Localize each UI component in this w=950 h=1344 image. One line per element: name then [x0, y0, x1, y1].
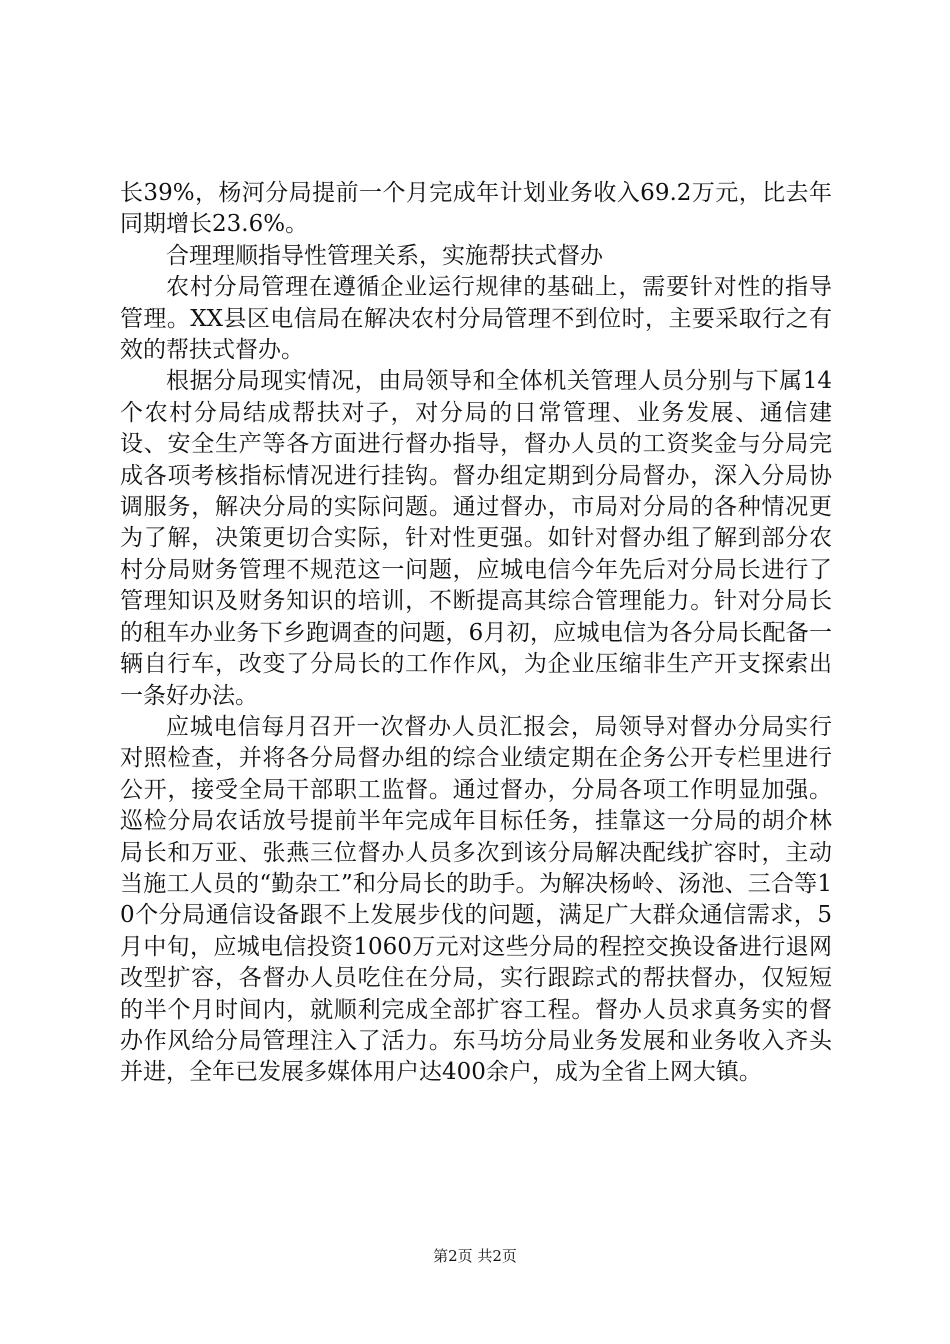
paragraph-assistance-pairs: 根据分局现实情况，由局领导和全体机关管理人员分别与下属14个农村分局结成帮扶对子，对分局的日常管理、业务发展、通信建设、安全生产等各方面进行督办指导，督办人员的工资奖金与分局完成各项考核指标情况进行挂钩。督办组定期到分局督办，深入分局协调服务，解决分局的实际问题。通过督办，市局对分局的各种情况更为了解，决策更切合实际，针对性更强。如针对督办组了解到部分农村分局财务管理不规范这一问题，应城电信今年先后对分局长进行了管理知识及财务知识的培训，不断提高其综合管理能力。针对分局长的租车办业务下乡跑调查的问题，6月初，应城电信为各分局长配备一辆自行车，改变了分局长的工作作风，为企业压缩非生产开支探索出一条好办法。: [120, 368, 832, 709]
paragraph-monthly-meeting: 应城电信每月召开一次督办人员汇报会，局领导对督办分局实行对照检查，并将各分局督办组的综合业绩定期在企务公开专栏里进行公开，接受全局干部职工监督。通过督办，分局各项工作明显加强。巡检分局农话放号提前半年完成年目标任务，挂靠这一分局的胡介林局长和万亚、张燕三位督办人员多次到该分局解决配线扩容时，主动当施工人员的“勤杂工”和分局长的助手。为解决杨岭、汤池、三合等10个分局通信设备跟不上发展步伐的问题，满足广大群众通信需求，5月中旬，应城电信投资1060万元对这些分局的程控交换设备进行退网改型扩容，各督办人员吃住在分局，实行跟踪式的帮扶督办，仅短短的半个月时间内，就顺利完成全部扩容工程。督办人员求真务实的督办作风给分局管理注入了活力。东马坊分局业务发展和业务收入齐头并进，全年已发展多媒体用户达400余户，成为全省上网大镇。: [120, 713, 832, 1086]
page-footer: 第2页 共2页: [433, 1247, 517, 1265]
paragraph-intro: 农村分局管理在遵循企业运行规律的基础上，需要针对性的指导管理。XX县区电信局在解决农村分局管理不到位时，主要采取行之有效的帮扶式督办。: [120, 274, 832, 364]
paragraph-continuation: 长39%，杨河分局提前一个月完成年计划业务收入69.2万元，比去年同期增长23.6%。: [120, 180, 832, 238]
document-body: [120, 178, 832, 1089]
section-heading: 合理理顺指导性管理关系，实施帮扶式督办: [166, 242, 603, 269]
